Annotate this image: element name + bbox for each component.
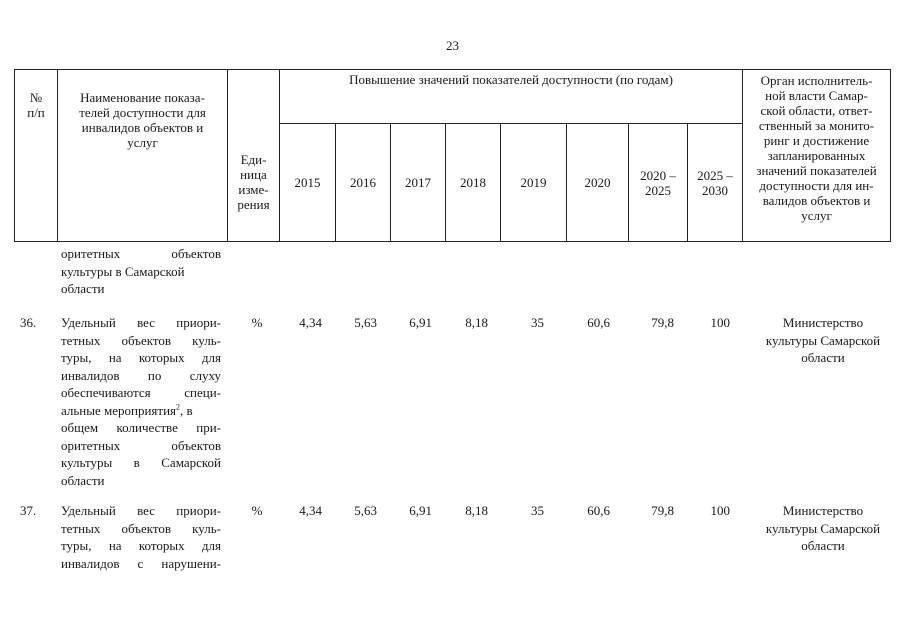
value-2020-2025: 79,8	[651, 503, 674, 518]
value-2019: 35	[531, 503, 544, 518]
name-line: Удельный вес приори-	[61, 315, 221, 330]
unit: %	[251, 503, 263, 518]
continuation-line: культуры в Самарской	[61, 263, 185, 279]
table-header	[14, 69, 891, 242]
name-line: обеспечиваются специ-	[61, 385, 221, 400]
indicator-name	[61, 502, 221, 572]
name-line: тетных объектов куль-	[61, 520, 221, 536]
unit: %	[251, 315, 263, 330]
name-line: области	[61, 472, 105, 488]
value-2020-2025: 79,8	[651, 315, 674, 330]
value-2019: 35	[531, 315, 544, 330]
value-2018: 8,18	[465, 503, 488, 518]
value-2025-2030: 100	[710, 315, 730, 330]
name-line: Удельный вес приори-	[61, 503, 221, 518]
continuation-text	[61, 245, 221, 298]
row-number: 36.	[20, 315, 37, 330]
header-year: 2019	[501, 124, 567, 242]
value-2020: 60,6	[587, 315, 610, 330]
header-year: 2015	[280, 124, 336, 242]
header-increase: Повышение значений показателей доступности (по годам)	[280, 70, 743, 124]
continuation-line: области	[61, 281, 105, 296]
header-year: 2018	[446, 124, 501, 242]
value-2015: 4,34	[299, 503, 322, 518]
header-num: № п/п	[15, 70, 58, 242]
header-indicator-name: Наименование показа- телей доступности для инвалидов объектов и услуг	[58, 70, 228, 242]
continuation-line: оритетных объектов	[61, 246, 221, 261]
indicator-name	[61, 314, 221, 489]
page-number: 23	[446, 38, 459, 53]
header-year: 2020 – 2025	[629, 124, 688, 242]
name-line-tail: , в	[180, 402, 193, 418]
name-line-text: альные мероприятия	[61, 402, 177, 418]
name-line: туры, на которых для	[61, 350, 221, 365]
header-org: Орган исполнитель- ной власти Самар- ской области, ответ- ственный за монито- ринг и достижение запланированных значений показателей доступности для ин- валидов объектов и услуг	[743, 70, 891, 242]
name-line: тетных объектов куль-	[61, 332, 221, 348]
header-year: 2020	[567, 124, 629, 242]
header-year: 2017	[391, 124, 446, 242]
value-2018: 8,18	[465, 315, 488, 330]
value-2017: 6,91	[409, 503, 432, 518]
row-number: 37.	[20, 503, 37, 518]
value-2025-2030: 100	[710, 503, 730, 518]
footnote-mark: 2	[176, 402, 181, 412]
name-line: общем количестве при-	[61, 420, 221, 435]
responsible-org: Министерство культуры Самарской области	[765, 315, 881, 365]
responsible-org: Министерство культуры Самарской области	[765, 503, 881, 553]
value-2015: 4,34	[299, 315, 322, 330]
value-2020: 60,6	[587, 503, 610, 518]
name-line: инвалидов с нарушени-	[61, 555, 221, 571]
value-2017: 6,91	[409, 315, 432, 330]
name-line: инвалидов по слуху	[61, 367, 221, 383]
header-unit: Еди- ница изме- рения	[228, 124, 280, 242]
header-year: 2016	[336, 124, 391, 242]
value-2016: 5,63	[354, 315, 377, 330]
header-year: 2025 – 2030	[688, 124, 743, 242]
name-line: оритетных объектов	[61, 437, 221, 453]
name-line: туры, на которых для	[61, 538, 221, 553]
name-line	[61, 402, 221, 420]
value-2016: 5,63	[354, 503, 377, 518]
name-line: культуры в Самарской	[61, 455, 221, 470]
